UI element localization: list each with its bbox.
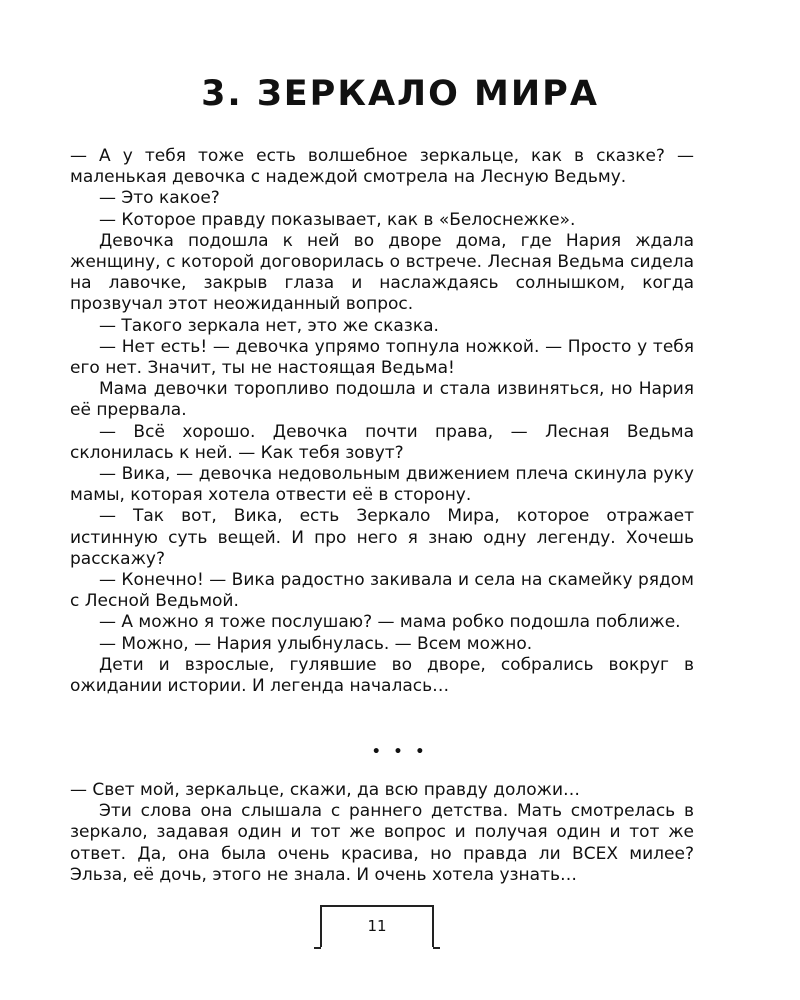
text-block-main (70, 146, 694, 697)
section-separator: • • • (371, 744, 429, 760)
paragraph: — Вика, — девочка недовольным движением плеча скинула руку мамы, которая хотела отвести её в сторону. (70, 464, 694, 506)
paragraph: — Это какое? (99, 188, 220, 209)
chapter-title: 3. ЗЕРКАЛО МИРА (201, 74, 599, 114)
paragraph: — Свет мой, зеркальце, скажи, да всю правду доложи… (70, 780, 581, 800)
paragraph: Дети и взрослые, гулявшие во дворе, собрались вокруг в ожидании истории. И легенда началась… (70, 654, 694, 697)
paragraph: — Так вот, Вика, есть Зеркало Мира, которое отражает истинную суть вещей. И про него я знаю одну легенду. Хочешь расскажу? (70, 506, 694, 569)
frame-tick-right (433, 947, 440, 949)
paragraph: — Конечно! — Вика радостно закивала и села на скамейку рядом с Лесной Ведьмой. (70, 570, 694, 612)
paragraph: — Которое правду показывает, как в «Белоснежке». (99, 209, 576, 230)
page-number-frame (320, 905, 434, 947)
text-block-legend (70, 780, 694, 886)
paragraph: — А у тебя тоже есть волшебное зеркальце, как в сказке? — маленькая девочка с надеждой смотрела на Лесную Ведьму. (70, 146, 694, 188)
paragraph: — Нет есть! — девочка упрямо топнула ножкой. — Просто у тебя его нет. Значит, ты не настоящая Ведьма! (70, 336, 694, 379)
paragraph: — Можно, — Нария улыбнулась. — Всем можно. (99, 633, 533, 654)
paragraph: — Такого зеркала нет, это же сказка. (99, 315, 439, 336)
paragraph: Эти слова она слышала с раннего детства. Мать смотрелась в зеркало, задавая один и тот же вопрос и получая один и тот же ответ. Да, она была очень красива, но правда ли ВСЕХ милее? Эльза, её дочь, этого не знала. И очень хотела узнать… (70, 801, 694, 885)
frame-tick-left (314, 947, 321, 949)
paragraph: Мама девочки торопливо подошла и стала извиняться, но Нария её прервала. (70, 379, 694, 421)
paragraph: — А можно я тоже послушаю? — мама робко подошла поближе. (99, 612, 681, 633)
paragraph: Девочка подошла к ней во дворе дома, где Нария ждала женщину, с которой договорилась о встрече. Лесная Ведьма сидела на лавочке, закрыв глаза и наслаждаясь солнышком, когда прозвучал этот неожиданный вопрос. (70, 230, 694, 315)
paragraph: — Всё хорошо. Девочка почти права, — Лесная Ведьма склонилась к ней. — Как тебя зовут? (70, 421, 694, 463)
page-number: 11 (367, 917, 387, 935)
